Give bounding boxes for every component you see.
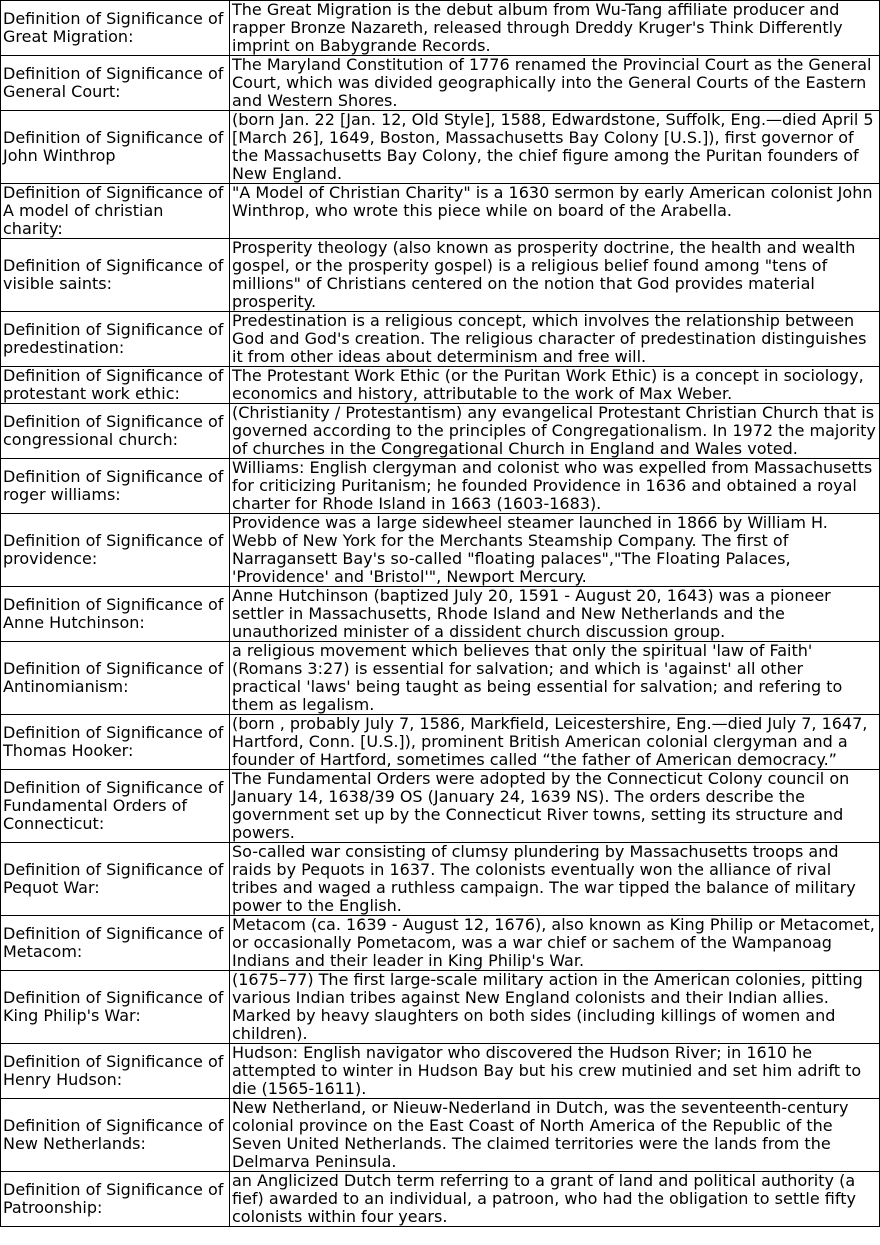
term-cell: Definition of Significance of Anne Hutchinson: xyxy=(1,587,230,642)
table-row xyxy=(1,971,880,1044)
table-row xyxy=(1,459,880,514)
table-row xyxy=(1,56,880,111)
table-row xyxy=(1,514,880,587)
term-cell: Definition of Significance of New Netherlands: xyxy=(1,1099,230,1172)
definition-cell: The Protestant Work Ethic (or the Puritan Work Ethic) is a concept in sociology, economics and history, attributable to the work of Max Weber. xyxy=(230,367,880,404)
term-cell: Definition of Significance of Thomas Hooker: xyxy=(1,715,230,770)
term-cell: Definition of Significance of providence: xyxy=(1,514,230,587)
term-cell: Definition of Significance of Great Migration: xyxy=(1,1,230,56)
definition-cell: The Great Migration is the debut album from Wu-Tang affiliate producer and rapper Bronze Nazareth, released through Dreddy Kruger's Think Differently imprint on Babygrande Records. xyxy=(230,1,880,56)
definition-cell: The Maryland Constitution of 1776 renamed the Provincial Court as the General Court, which was divided geographically into the General Courts of the Eastern and Western Shores. xyxy=(230,56,880,111)
definition-cell: So-called war consisting of clumsy plundering by Massachusetts troops and raids by Pequots in 1637. The colonists eventually won the alliance of rival tribes and waged a ruthless campaign. The war tipped the balance of military power to the English. xyxy=(230,843,880,916)
table-row xyxy=(1,1,880,56)
table-row xyxy=(1,916,880,971)
definition-cell: Williams: English clergyman and colonist who was expelled from Massachusetts for criticizing Puritanism; he founded Providence in 1636 and obtained a royal charter for Rhode Island in 1663 (1603-1683). xyxy=(230,459,880,514)
term-cell: Definition of Significance of predestination: xyxy=(1,312,230,367)
definition-cell: (1675–77) The first large-scale military action in the American colonies, pitting various Indian tribes against New England colonists and their Indian allies. Marked by heavy slaughters on both sides (including killings of women and children). xyxy=(230,971,880,1044)
table-row xyxy=(1,770,880,843)
table-row xyxy=(1,111,880,184)
table-row xyxy=(1,715,880,770)
table-row xyxy=(1,1172,880,1227)
definition-cell: (born , probably July 7, 1586, Markfield, Leicestershire, Eng.—died July 7, 1647, Hartford, Conn. [U.S.]), prominent British American colonial clergyman and a founder of Hartford, sometimes called “the father of American democracy.” xyxy=(230,715,880,770)
table-row xyxy=(1,1099,880,1172)
definition-cell: "A Model of Christian Charity" is a 1630 sermon by early American colonist John Winthrop, who wrote this piece while on board of the Arabella. xyxy=(230,184,880,239)
definition-cell: Providence was a large sidewheel steamer launched in 1866 by William H. Webb of New York for the Merchants Steamship Company. The first of Narragansett Bay's so-called "floating palaces","The Floating Palaces, 'Providence' and 'Bristol'", Newport Mercury. xyxy=(230,514,880,587)
term-cell: Definition of Significance of General Court: xyxy=(1,56,230,111)
glossary-body xyxy=(1,1,880,1227)
term-cell: Definition of Significance of John Winthrop xyxy=(1,111,230,184)
term-cell: Definition of Significance of Pequot War: xyxy=(1,843,230,916)
term-cell: Definition of Significance of protestant work ethic: xyxy=(1,367,230,404)
definition-cell: (Christianity / Protestantism) any evangelical Protestant Christian Church that is governed according to the principles of Congregationalism. In 1972 the majority of churches in the Congregational Church in England and Wales voted. xyxy=(230,404,880,459)
term-cell: Definition of Significance of Fundamental Orders of Connecticut: xyxy=(1,770,230,843)
definition-cell: (born Jan. 22 [Jan. 12, Old Style], 1588, Edwardstone, Suffolk, Eng.—died April 5 [March 26], 1649, Boston, Massachusetts Bay Colony [U.S.]), first governor of the Massachusetts Bay Colony, the chief figure among the Puritan founders of New England. xyxy=(230,111,880,184)
definition-cell: a religious movement which believes that only the spiritual 'law of Faith' (Romans 3:27) is essential for salvation; and which is 'against' all other practical 'laws' being taught as being essential for salvation; and refering to them as legalism. xyxy=(230,642,880,715)
definition-cell: Hudson: English navigator who discovered the Hudson River; in 1610 he attempted to winter in Hudson Bay but his crew mutinied and set him adrift to die (1565-1611). xyxy=(230,1044,880,1099)
term-cell: Definition of Significance of visible saints: xyxy=(1,239,230,312)
definition-cell: The Fundamental Orders were adopted by the Connecticut Colony council on January 14, 1638/39 OS (January 24, 1639 NS). The orders describe the government set up by the Connecticut River towns, setting its structure and powers. xyxy=(230,770,880,843)
table-row xyxy=(1,239,880,312)
definition-cell: Prosperity theology (also known as prosperity doctrine, the health and wealth gospel, or the prosperity gospel) is a religious belief found among "tens of millions" of Christians centered on the notion that God provides material prosperity. xyxy=(230,239,880,312)
table-row xyxy=(1,587,880,642)
definition-cell: Metacom (ca. 1639 - August 12, 1676), also known as King Philip or Metacomet, or occasionally Pometacom, was a war chief or sachem of the Wampanoag Indians and their leader in King Philip's War. xyxy=(230,916,880,971)
table-row xyxy=(1,367,880,404)
term-cell: Definition of Significance of Henry Hudson: xyxy=(1,1044,230,1099)
term-cell: Definition of Significance of Antinomianism: xyxy=(1,642,230,715)
term-cell: Definition of Significance of Patroonship: xyxy=(1,1172,230,1227)
table-row xyxy=(1,404,880,459)
definition-cell: an Anglicized Dutch term referring to a grant of land and political authority (a fief) awarded to an individual, a patroon, who had the obligation to settle fifty colonists within four years. xyxy=(230,1172,880,1227)
definition-cell: Anne Hutchinson (baptized July 20, 1591 - August 20, 1643) was a pioneer settler in Massachusetts, Rhode Island and New Netherlands and the unauthorized minister of a dissident church discussion group. xyxy=(230,587,880,642)
definition-cell: New Netherland, or Nieuw-Nederland in Dutch, was the seventeenth-century colonial province on the East Coast of North America of the Republic of the Seven United Netherlands. The claimed territories were the lands from the Delmarva Peninsula. xyxy=(230,1099,880,1172)
definition-cell: Predestination is a religious concept, which involves the relationship between God and God's creation. The religious character of predestination distinguishes it from other ideas about determinism and free will. xyxy=(230,312,880,367)
table-row xyxy=(1,843,880,916)
term-cell: Definition of Significance of Metacom: xyxy=(1,916,230,971)
term-cell: Definition of Significance of congressional church: xyxy=(1,404,230,459)
table-row xyxy=(1,184,880,239)
term-cell: Definition of Significance of roger williams: xyxy=(1,459,230,514)
table-row xyxy=(1,312,880,367)
term-cell: Definition of Significance of King Philip's War: xyxy=(1,971,230,1044)
table-row xyxy=(1,1044,880,1099)
table-row xyxy=(1,642,880,715)
term-cell: Definition of Significance of A model of christian charity: xyxy=(1,184,230,239)
